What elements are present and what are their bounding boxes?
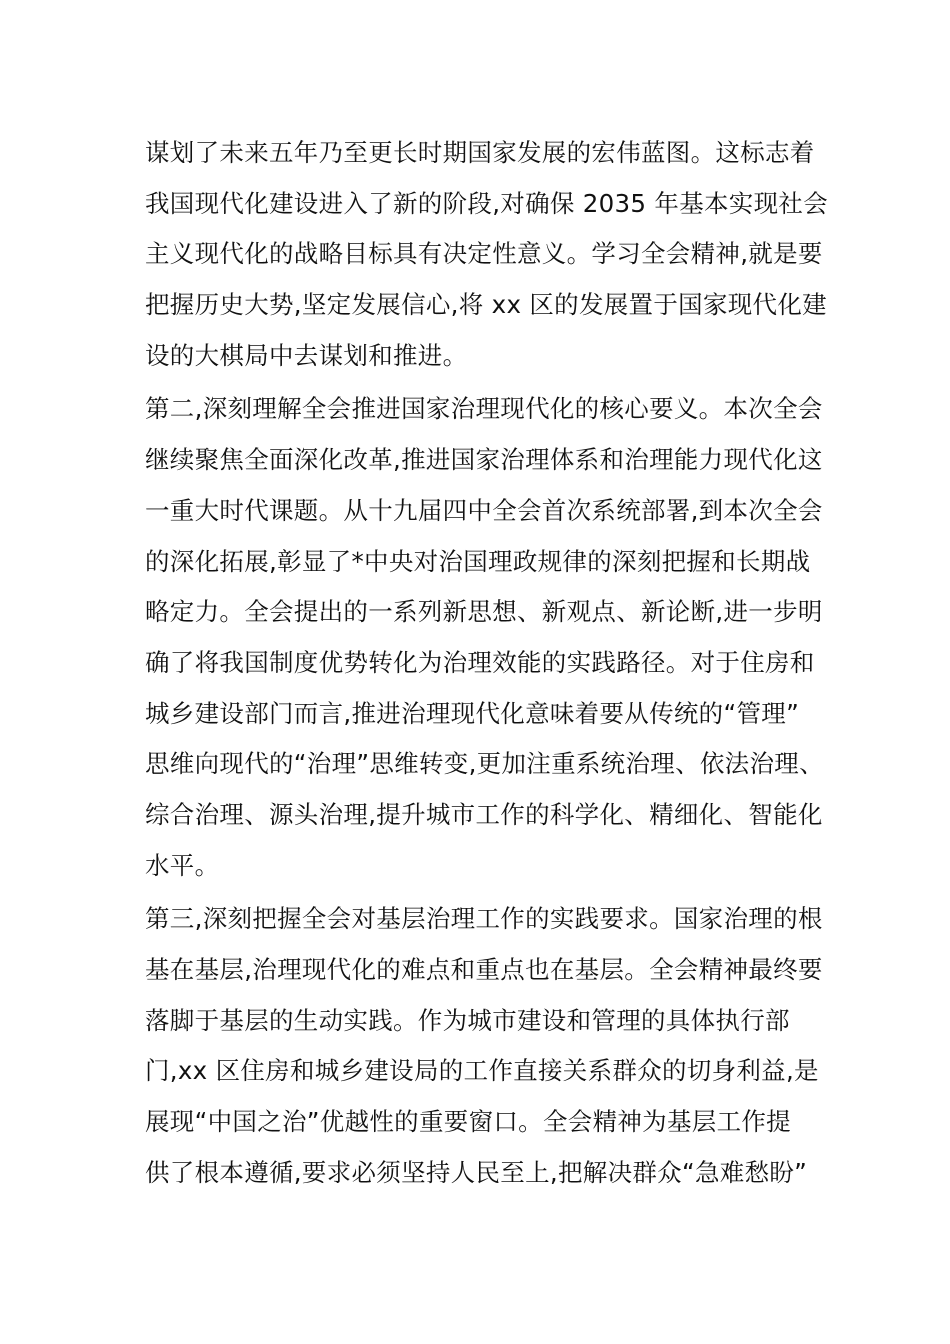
paragraph-3 [145,894,835,1198]
text-line: 设的大棋局中去谋划和推进。 [145,340,468,370]
paragraph-2 [145,384,835,891]
text-line: 主义现代化的战略目标具有决定性意义。学习全会精神,就是要 [145,239,823,269]
document-body [145,128,835,1198]
text-line: 谋划了未来五年乃至更长时期国家发展的宏伟蓝图。这标志着 [145,138,815,167]
text-line: 第三,深刻把握全会对基层治理工作的实践要求。国家治理的根 [145,904,823,934]
text-line: 一重大时代课题。从十九届四中全会首次系统部署,到本次全会 [145,495,823,525]
text-line: 的深化拓展,彰显了*中央对治国理政规律的深刻把握和长期战 [145,546,811,576]
text-line: 水平。 [145,850,220,880]
text-line: 继续聚焦全面深化改革,推进国家治理体系和治理能力现代化这 [145,445,823,475]
text-line: 确了将我国制度优势转化为治理效能的实践路径。对于住房和 [145,647,815,677]
text-line: 基在基层,治理现代化的难点和重点也在基层。全会精神最终要 [145,955,823,984]
paragraph-1 [145,128,835,381]
text-line: 综合治理、源头治理,提升城市工作的科学化、精细化、智能化 [145,799,823,829]
text-line: 我国现代化建设进入了新的阶段,对确保 2035 年基本实现社会 [145,188,829,218]
text-line: 略定力。全会提出的一系列新思想、新观点、新论断,进一步明 [145,597,823,627]
text-line: 展现“中国之治”优越性的重要窗口。全会精神为基层工作提 [145,1107,791,1137]
text-line: 供了根本遵循,要求必须坚持人民至上,把解决群众“急难愁盼” [145,1157,808,1187]
text-line: 第二,深刻理解全会推进国家治理现代化的核心要义。本次全会 [145,394,823,424]
text-line: 落脚于基层的生动实践。作为城市建设和管理的具体执行部 [145,1005,790,1035]
text-line: 把握历史大势,坚定发展信心,将 xx 区的发展置于国家现代化建 [145,290,827,320]
text-line: 城乡建设部门而言,推进治理现代化意味着要从传统的“管理” [145,698,800,728]
text-line: 门,xx 区住房和城乡建设局的工作直接关系群众的切身利益,是 [145,1056,819,1086]
text-line: 思维向现代的“治理”思维转变,更加注重系统治理、依法治理、 [145,749,824,779]
